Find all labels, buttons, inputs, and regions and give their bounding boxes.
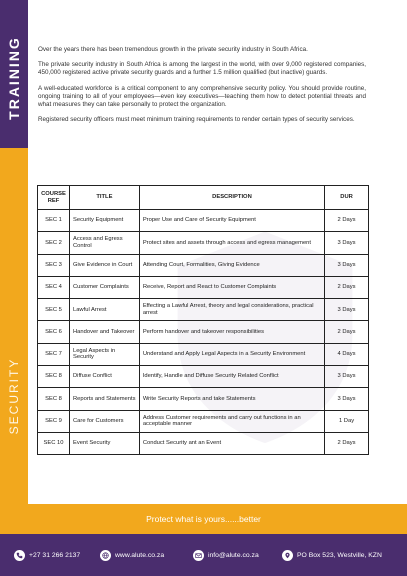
website-text: www.alute.co.za (115, 551, 165, 559)
cell-title: Care for Customers (69, 410, 139, 432)
intro-paragraph: The private security industry in South Africa is among the largest in the world, with over 9,000 registered companies, 450,000 registered active private security guards and a further 1.5 million qualified (but inactive) guards. (38, 61, 366, 77)
intro-paragraph: A well-educated workforce is a critical component to any comprehensive security policy. You should provide routine, ongoing training to all of your employees—even key executives—teaching them how to detect potential threats and what measures they can take personally to protect the organization. (38, 84, 366, 109)
table-row (38, 276, 369, 298)
cell-description: Perform handover and takeover responsibilities (139, 321, 324, 343)
intro-paragraph: Registered security officers must meet minimum training requirements to render certain types of security services. (38, 116, 355, 124)
cell-ref: SEC 8 (38, 366, 70, 388)
cell-duration: 2 Days (325, 276, 369, 298)
cell-description: Receive, Report and React to Customer Complaints (139, 276, 324, 298)
cell-title: Lawful Arrest (69, 299, 139, 321)
cell-description: Effecting a Lawful Arrest, theory and legal considerations, practical arrest (139, 299, 324, 321)
cell-description: Write Security Reports and take Statements (139, 388, 324, 410)
table-row (38, 366, 369, 388)
contact-email[interactable] (193, 549, 259, 561)
header-duration: DUR (325, 186, 369, 210)
cell-ref: SEC 4 (38, 276, 70, 298)
header-title: TITLE (69, 186, 139, 210)
tagline: Protect what is yours......better (146, 514, 261, 524)
address-text: PO Box 523, Westville, KZN (297, 551, 382, 559)
table-row (38, 321, 369, 343)
cell-title: Security Equipment (69, 210, 139, 232)
intro-paragraph: Over the years there has been tremendous growth in the private security industry in South Africa. (38, 46, 308, 53)
cell-ref: SEC 8 (38, 388, 70, 410)
contact-address (282, 549, 382, 561)
table-row (38, 432, 369, 454)
cell-ref: SEC 10 (38, 432, 70, 454)
sidebar-security-band (0, 148, 28, 504)
phone-text: +27 31 266 2137 (29, 551, 81, 559)
cell-title: Access and Egress Control (69, 232, 139, 254)
cell-duration: 3 Days (325, 232, 369, 254)
header-course-ref: COURSE REF (38, 186, 70, 210)
cell-title: Event Security (69, 432, 139, 454)
cell-description: Understand and Apply Legal Aspects in a Security Environment (139, 343, 324, 365)
table-row (38, 254, 369, 276)
cell-duration: 2 Days (325, 210, 369, 232)
cell-title: Give Evidence in Court (69, 254, 139, 276)
table-row (38, 232, 369, 254)
sidebar-training-band (0, 0, 28, 148)
cell-duration: 3 Days (325, 388, 369, 410)
cell-title: Diffuse Conflict (69, 366, 139, 388)
cell-description: Protect sites and assets through access and egress management (139, 232, 324, 254)
cell-duration: 3 Days (325, 254, 369, 276)
cell-description: Attending Court, Formalities, Giving Evidence (139, 254, 324, 276)
location-icon (282, 550, 293, 561)
cell-ref: SEC 6 (38, 321, 70, 343)
cell-duration: 2 Days (325, 432, 369, 454)
table-row (38, 210, 369, 232)
cell-description: Conduct Security ant an Event (139, 432, 324, 454)
cell-ref: SEC 1 (38, 210, 70, 232)
cell-title: Reports and Statements (69, 388, 139, 410)
cell-ref: SEC 5 (38, 299, 70, 321)
tagline-bar (0, 504, 407, 534)
cell-duration: 4 Days (325, 343, 369, 365)
cell-title: Legal Aspects in Security (69, 343, 139, 365)
table-row (38, 299, 369, 321)
email-icon (193, 550, 204, 561)
sidebar-training-label: TRAINING (6, 36, 22, 120)
cell-duration: 3 Days (325, 366, 369, 388)
cell-ref: SEC 3 (38, 254, 70, 276)
course-table (37, 185, 369, 455)
cell-description: Identify, Handle and Diffuse Security Related Conflict (139, 366, 324, 388)
globe-icon (100, 550, 111, 561)
cell-title: Handover and Takeover (69, 321, 139, 343)
contact-bar (0, 534, 407, 576)
cell-description: Proper Use and Care of Security Equipment (139, 210, 324, 232)
sidebar-security-label: SECURITY (7, 357, 21, 435)
cell-title: Customer Complaints (69, 276, 139, 298)
contact-website[interactable] (100, 549, 164, 561)
cell-ref: SEC 9 (38, 410, 70, 432)
table-row (38, 410, 369, 432)
header-description: DESCRIPTION (139, 186, 324, 210)
table-header-row (38, 186, 369, 210)
table-row (38, 343, 369, 365)
contact-phone[interactable] (14, 549, 80, 561)
email-text: info@alute.co.za (208, 551, 259, 559)
cell-ref: SEC 2 (38, 232, 70, 254)
table-row (38, 388, 369, 410)
cell-ref: SEC 7 (38, 343, 70, 365)
cell-duration: 3 Days (325, 299, 369, 321)
cell-duration: 2 Days (325, 321, 369, 343)
phone-icon (14, 550, 25, 561)
intro-text (38, 46, 366, 131)
cell-duration: 1 Day (325, 410, 369, 432)
cell-description: Address Customer requirements and carry out functions in an acceptable manner (139, 410, 324, 432)
